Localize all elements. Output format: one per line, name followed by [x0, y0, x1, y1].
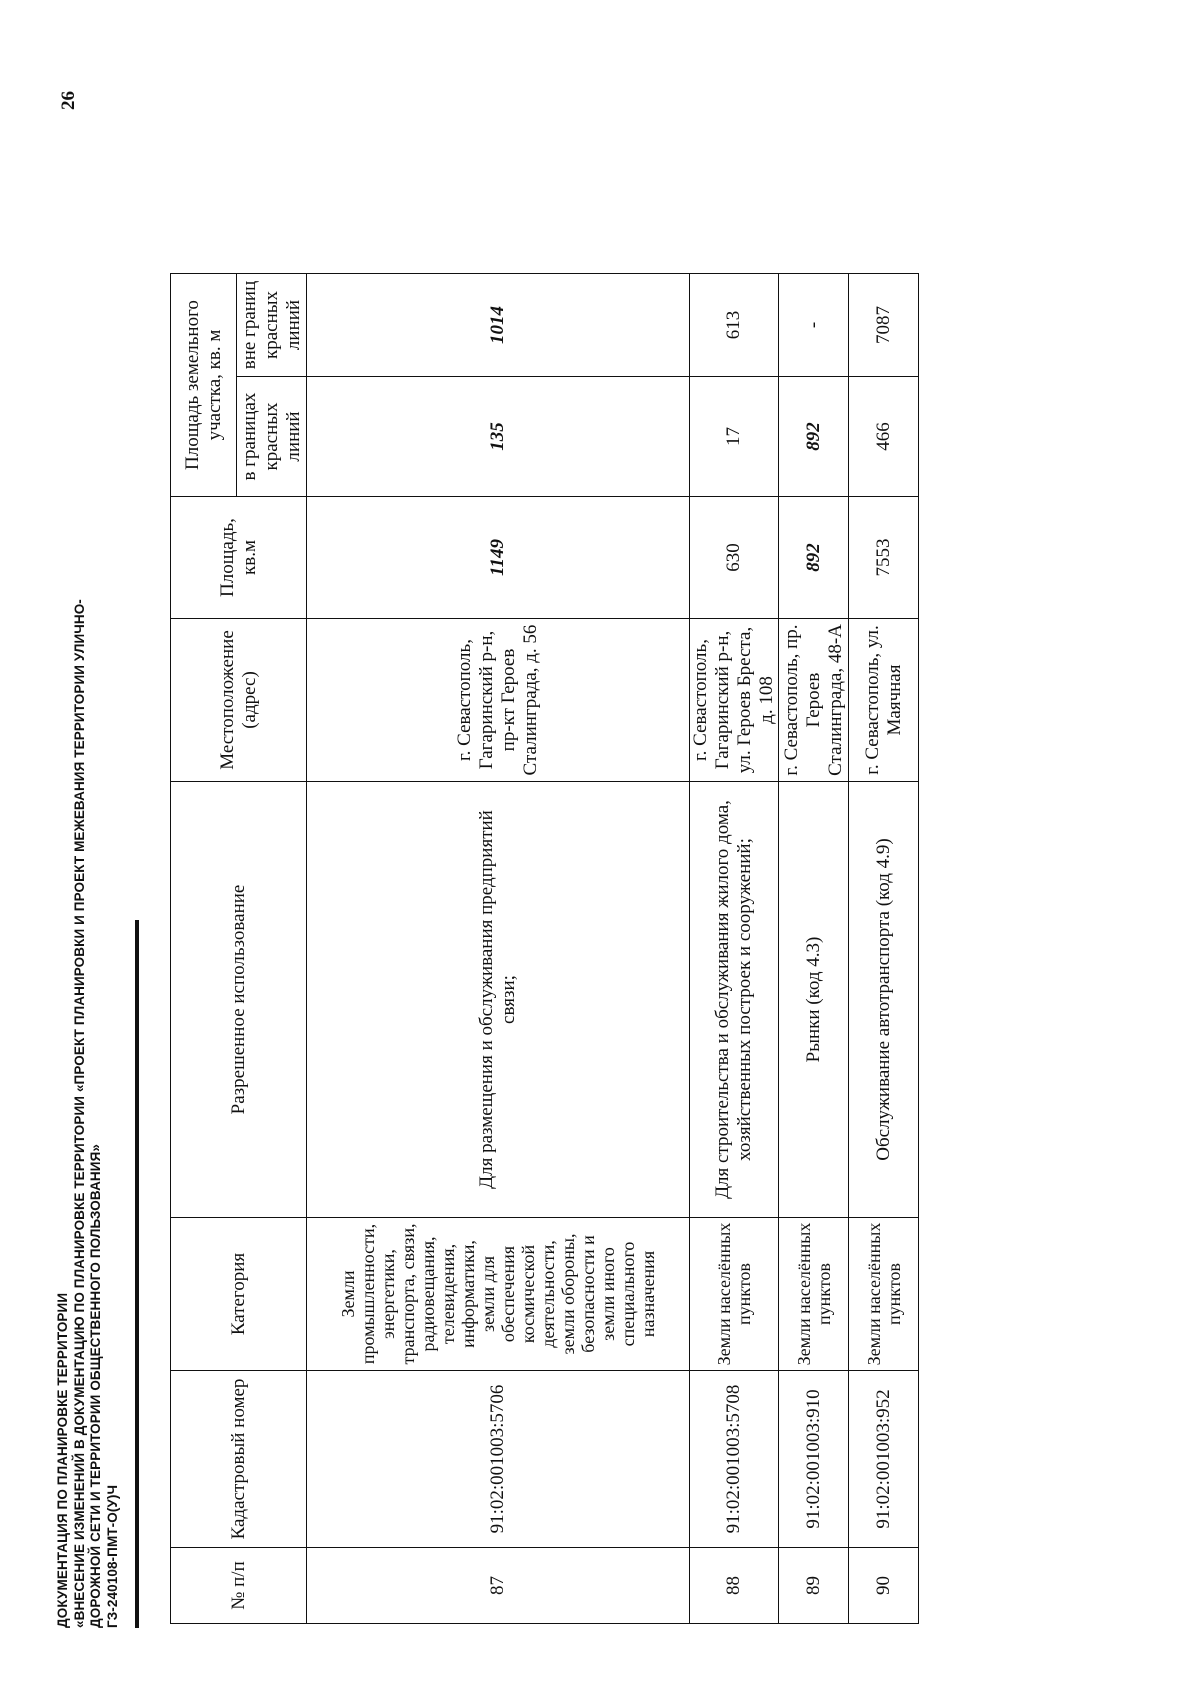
cell-inside: 17 [690, 377, 779, 497]
header-row [171, 274, 237, 1624]
header-divider [135, 920, 139, 1628]
header-line-3: ДОРОЖНОЙ СЕТИ И ТЕРРИТОРИИ ОБЩЕСТВЕННОГО ПОЛЬЗОВАНИЯ» [88, 1144, 103, 1628]
cell-outside: 1014 [307, 274, 690, 377]
cell-location: г. Севастополь, пр. Героев Сталинграда, 48-А [779, 619, 849, 782]
cell-category: Земли промышленности, энергетики, транспорта, связи, радиовещания, телевидения, информатики, земли для обеспечения космической деятельности, земли обороны, безопасности и земли иного специального назначения [307, 1218, 690, 1371]
table-row [779, 274, 849, 1624]
cell-use: Для строительства и обслуживания жилого дома, хозяйственных построек и сооружений; [690, 782, 779, 1218]
cell-num: 87 [307, 1548, 690, 1624]
cell-area: 892 [779, 497, 849, 619]
cell-location: г. Севастополь, Гагаринский р-н, пр-кт Героев Сталинграда, д. 56 [307, 619, 690, 782]
cell-num: 90 [849, 1548, 919, 1624]
header-line-4: ГЗ-240108-ПМТ-О(У)Ч [104, 1484, 120, 1628]
col-header-num: № п/п [171, 1548, 307, 1624]
page-number: 26 [58, 91, 79, 110]
document-header [55, 599, 121, 1628]
cell-location: г. Севастополь, ул. Маячная [849, 619, 919, 782]
cell-category: Земли населённых пунктов [690, 1218, 779, 1371]
col-header-cadastral: Кадастровый номер [171, 1371, 307, 1548]
cell-outside: 613 [690, 274, 779, 377]
cell-location: г. Севастополь, Гагаринский р-н, ул. Героев Бреста, д. 108 [690, 619, 779, 782]
table-row [307, 274, 690, 1624]
land-plots-table [170, 273, 919, 1624]
table-row [690, 274, 779, 1624]
cell-use: Рынки (код 4.3) [779, 782, 849, 1218]
col-header-use: Разрешенное использование [171, 782, 307, 1218]
cell-inside: 892 [779, 377, 849, 497]
cell-area: 7553 [849, 497, 919, 619]
cell-inside: 135 [307, 377, 690, 497]
col-header-category: Категория [171, 1218, 307, 1371]
cell-category: Земли населённых пунктов [779, 1218, 849, 1371]
cell-category: Земли населённых пунктов [849, 1218, 919, 1371]
table-row [849, 274, 919, 1624]
cell-num: 88 [690, 1548, 779, 1624]
cell-cadastral: 91:02:001003:952 [849, 1371, 919, 1548]
col-header-outside: вне границ красных линий [237, 274, 307, 377]
cell-use: Обслуживание автотранспорта (код 4.9) [849, 782, 919, 1218]
cell-cadastral: 91:02:001003:5708 [690, 1371, 779, 1548]
cell-area: 630 [690, 497, 779, 619]
cell-cadastral: 91:02:001003:5706 [307, 1371, 690, 1548]
cell-outside: - [779, 274, 849, 377]
cell-area: 1149 [307, 497, 690, 619]
col-header-area: Площадь, кв.м [171, 497, 307, 619]
cell-inside: 466 [849, 377, 919, 497]
col-header-plot-area: Площадь земельного участка, кв. м [171, 274, 237, 497]
cell-cadastral: 91:02:001003:910 [779, 1371, 849, 1548]
header-line-2: «ВНЕСЕНИЕ ИЗМЕНЕНИЙ В ДОКУМЕНТАЦИЮ ПО ПЛАНИРОВКЕ ТЕРРИТОРИИ «ПРОЕКТ ПЛАНИРОВКИ И ПРОЕКТ МЕЖЕВАНИЯ ТЕРРИТОРИИ УЛИЧНО- [71, 599, 87, 1628]
cell-outside: 7087 [849, 274, 919, 377]
col-header-location: Местоположение (адрес) [171, 619, 307, 782]
col-header-inside: в границах красных линий [237, 377, 307, 497]
header-line-1: ДОКУМЕНТАЦИЯ ПО ПЛАНИРОВКЕ ТЕРРИТОРИИ [55, 1292, 70, 1628]
cell-use: Для размещения и обслуживания предприятий связи; [307, 782, 690, 1218]
cell-num: 89 [779, 1548, 849, 1624]
